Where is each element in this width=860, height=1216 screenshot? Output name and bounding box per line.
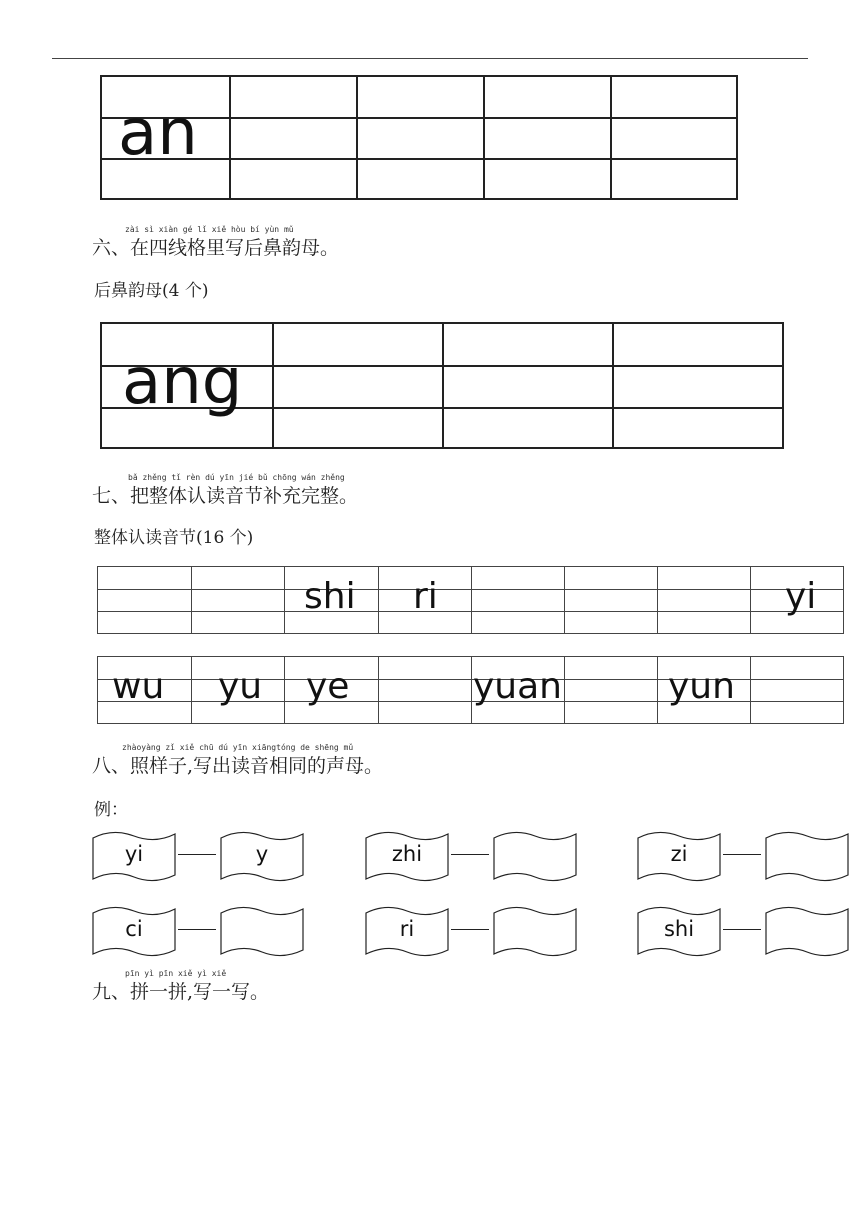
section6-pinyin: zài sì xiàn gé lǐ xiě hòu bí yùn mǔ [125, 225, 294, 234]
syllable-grid-row1 [97, 566, 844, 634]
card-text: yi [124, 842, 144, 866]
section7-subtitle: 整体认读音节(16 个) [94, 528, 254, 548]
syllable-cell: ri [413, 576, 438, 617]
ribbon-card-right[interactable] [493, 831, 577, 877]
card-answer [220, 906, 304, 952]
card-text: zhi [391, 842, 423, 866]
card-answer [493, 906, 577, 952]
ribbon-card-left [365, 831, 449, 877]
syllable-cell: wu [112, 666, 165, 707]
example-label: 例： [94, 800, 128, 820]
card-answer [493, 831, 577, 877]
syllable-cell: yu [218, 666, 263, 707]
card-answer: y [255, 842, 269, 866]
syllable-cell: yun [668, 666, 735, 707]
section9-pinyin: pīn yì pīn xiě yì xiě [125, 969, 227, 978]
ribbon-card-right[interactable] [765, 831, 849, 877]
syllable-grid-row2 [97, 656, 844, 724]
ribbon-card-left [637, 831, 721, 877]
ribbon-card-left [92, 906, 176, 952]
syllable-cell: shi [304, 576, 356, 617]
ribbon-card-right[interactable] [493, 906, 577, 952]
ribbon-card-right[interactable] [220, 906, 304, 952]
syllable-cell: yi [785, 576, 817, 617]
connector-dash [723, 854, 761, 855]
top-rule [52, 58, 808, 59]
grid-sample-ang: ang [122, 345, 243, 419]
card-text: ci [125, 917, 143, 941]
connector-dash [178, 929, 216, 930]
ribbon-card-left [637, 906, 721, 952]
connector-dash [723, 929, 761, 930]
ribbon-card-right[interactable] [220, 831, 304, 877]
connector-dash [451, 929, 489, 930]
section7-title: 七、把整体认读音节补充完整。 [92, 485, 359, 507]
syllable-cell: yuan [473, 666, 562, 707]
syllable-cell: ye [306, 666, 350, 707]
section6-subtitle: 后鼻韵母(4 个) [94, 281, 209, 301]
section9-title: 九、拼一拼,写一写。 [92, 981, 270, 1003]
card-text: zi [670, 842, 688, 866]
ribbon-card-right[interactable] [765, 906, 849, 952]
section7-pinyin: bǎ zhěng tǐ rèn dú yīn jié bǔ chōng wán zhěng [128, 473, 345, 482]
section8-pinyin: zhàoyàng zǐ xiě chū dú yīn xiāngtóng de shēng mǔ [122, 743, 354, 752]
grid-sample-an: an [118, 96, 198, 170]
ribbon-card-left [92, 831, 176, 877]
writing-grid-an [100, 75, 738, 200]
connector-dash [451, 854, 489, 855]
section6-title: 六、在四线格里写后鼻韵母。 [92, 237, 340, 259]
connector-dash [178, 854, 216, 855]
ribbon-card-left [365, 906, 449, 952]
card-text: shi [663, 917, 695, 941]
section8-title: 八、照样子,写出读音相同的声母。 [92, 755, 384, 777]
card-answer [765, 831, 849, 877]
card-text: ri [399, 917, 415, 941]
card-answer [765, 906, 849, 952]
writing-grid-ang [100, 322, 784, 449]
